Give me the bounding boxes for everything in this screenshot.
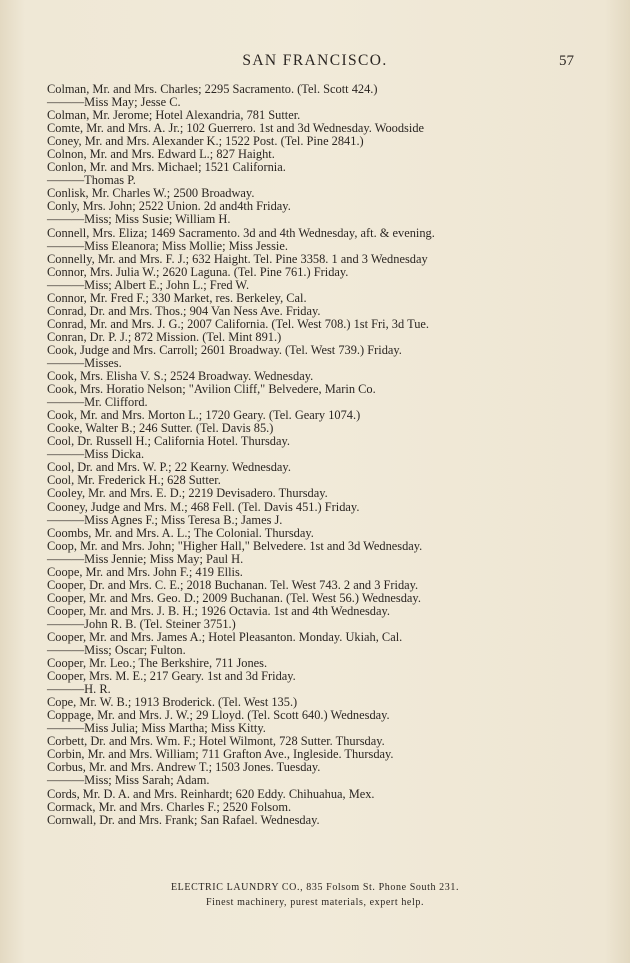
directory-entry: ———Miss; Miss Sarah; Adam. <box>47 773 210 788</box>
directory-entry: Cooper, Mr. and Mrs. J. B. H.; 1926 Octavia. 1st and 4th Wednesday. <box>47 603 390 618</box>
advertisement-line: ELECTRIC LAUNDRY CO., 835 Folsom St. Phone South 231. <box>170 882 460 893</box>
directory-entry: ———Miss; Oscar; Fulton. <box>47 643 186 658</box>
directory-entry: Cope, Mr. W. B.; 1913 Broderick. (Tel. West 135.) <box>47 695 298 710</box>
directory-entry: Cook, Mrs. Horatio Nelson; "Avilion Cliff," Belvedere, Marin Co. <box>47 382 376 397</box>
directory-entry: Corbett, Dr. and Mrs. Wm. F.; Hotel Wilmont, 728 Sutter. Thursday. <box>47 734 385 749</box>
directory-entry: Cormack, Mr. and Mrs. Charles F.; 2520 Folsom. <box>47 799 292 814</box>
directory-entry: Corbin, Mr. and Mrs. William; 711 Grafton Ave., Ingleside. Thursday. <box>47 747 394 762</box>
directory-entry: ———John R. B. (Tel. Steiner 3751.) <box>47 616 236 631</box>
directory-entry: Cooper, Mr. Leo.; The Berkshire, 711 Jones. <box>47 656 268 671</box>
directory-entry: Cooper, Dr. and Mrs. C. E.; 2018 Buchanan. Tel. West 743. 2 and 3 Friday. <box>47 577 419 592</box>
directory-entry: Connell, Mrs. Eliza; 1469 Sacramento. 3d and 4th Wednesday, aft. & evening. <box>47 225 435 240</box>
directory-entry: Cooke, Walter B.; 246 Sutter. (Tel. Davis 85.) <box>47 421 274 436</box>
directory-entry: Conrad, Dr. and Mrs. Thos.; 904 Van Ness Ave. Friday. <box>47 303 321 318</box>
directory-entry: ———Misses. <box>47 355 122 370</box>
directory-entry: Cords, Mr. D. A. and Mrs. Reinhardt; 620 Eddy. Chihuahua, Mex. <box>47 786 375 801</box>
directory-entry: Connor, Mrs. Julia W.; 2620 Laguna. (Tel. Pine 761.) Friday. <box>47 264 349 279</box>
page-number: 57 <box>559 53 574 69</box>
directory-entry: Connor, Mr. Fred F.; 330 Market, res. Berkeley, Cal. <box>47 290 307 305</box>
directory-entry: ———Mr. Clifford. <box>47 395 148 410</box>
directory-entry: Conlisk, Mr. Charles W.; 2500 Broadway. <box>47 186 255 201</box>
page-header <box>0 52 630 72</box>
directory-entry: Cornwall, Dr. and Mrs. Frank; San Rafael. Wednesday. <box>47 812 320 827</box>
directory-entry: ———Miss Dicka. <box>47 447 145 462</box>
directory-entry: ———Miss Jennie; Miss May; Paul H. <box>47 551 244 566</box>
directory-entry: ———Miss Julia; Miss Martha; Miss Kitty. <box>47 721 266 736</box>
directory-entry: Cook, Mr. and Mrs. Morton L.; 1720 Geary. (Tel. Geary 1074.) <box>47 408 361 423</box>
directory-entry: Cooper, Mrs. M. E.; 217 Geary. 1st and 3d Friday. <box>47 669 296 684</box>
directory-entry: Cool, Dr. and Mrs. W. P.; 22 Kearny. Wednesday. <box>47 460 291 475</box>
directory-entry: ———Miss; Miss Susie; William H. <box>47 212 231 227</box>
directory-entry: Cook, Mrs. Elisha V. S.; 2524 Broadway. Wednesday. <box>47 369 314 384</box>
directory-entry: Conrad, Mr. and Mrs. J. G.; 2007 California. (Tel. West 708.) 1st Fri, 3d Tue. <box>47 316 430 331</box>
directory-entry: Coppage, Mr. and Mrs. J. W.; 29 Lloyd. (Tel. Scott 640.) Wednesday. <box>47 708 390 723</box>
directory-entry: Corbus, Mr. and Mrs. Andrew T.; 1503 Jones. Tuesday. <box>47 760 321 775</box>
directory-entry: Conly, Mrs. John; 2522 Union. 2d and4th Friday. <box>47 199 291 214</box>
directory-entry: Colman, Mr. and Mrs. Charles; 2295 Sacramento. (Tel. Scott 424.) <box>47 82 378 96</box>
directory-entry: Coney, Mr. and Mrs. Alexander K.; 1522 Post. (Tel. Pine 2841.) <box>47 134 364 149</box>
directory-entries <box>47 83 607 827</box>
directory-entry: Cooper, Mr. and Mrs. James A.; Hotel Pleasanton. Monday. Ukiah, Cal. <box>47 629 403 644</box>
directory-entry: Conran, Dr. P. J.; 872 Mission. (Tel. Mint 891.) <box>47 329 282 344</box>
directory-entry: Coop, Mr. and Mrs. John; "Higher Hall," Belvedere. 1st and 3d Wednesday. <box>47 538 423 553</box>
directory-entry: ———Miss Agnes F.; Miss Teresa B.; James J. <box>47 512 283 527</box>
directory-entry: Colman, Mr. Jerome; Hotel Alexandria, 781 Sutter. <box>47 108 301 123</box>
directory-entry: Cooley, Mr. and Mrs. E. D.; 2219 Devisadero. Thursday. <box>47 486 328 501</box>
directory-entry: ———Thomas P. <box>47 173 136 188</box>
directory-entry: Coombs, Mr. and Mrs. A. L.; The Colonial. Thursday. <box>47 525 314 540</box>
directory-entry: Coope, Mr. and Mrs. John F.; 419 Ellis. <box>47 564 243 579</box>
directory-entry: Cool, Dr. Russell H.; California Hotel. Thursday. <box>47 434 290 449</box>
directory-entry: Cooney, Judge and Mrs. M.; 468 Fell. (Tel. Davis 451.) Friday. <box>47 499 360 514</box>
directory-entry: Cooper, Mr. and Mrs. Geo. D.; 2009 Buchanan. (Tel. West 56.) Wednesday. <box>47 590 421 605</box>
directory-entry: Colnon, Mr. and Mrs. Edward L.; 827 Haight. <box>47 147 275 162</box>
directory-entry: Cool, Mr. Frederick H.; 628 Sutter. <box>47 473 221 488</box>
directory-entry: Conlon, Mr. and Mrs. Michael; 1521 California. <box>47 160 286 175</box>
directory-entry: Comte, Mr. and Mrs. A. Jr.; 102 Guerrero. 1st and 3d Wednesday. Woodside <box>47 121 425 136</box>
advertisement-tagline: Finest machinery, purest materials, expert help. <box>205 897 425 908</box>
directory-entry: ———Miss May; Jesse C. <box>47 95 181 110</box>
advertisement-footer <box>0 880 630 910</box>
directory-entry: ———Miss Eleanora; Miss Mollie; Miss Jessie. <box>47 238 288 253</box>
directory-entry: Cook, Judge and Mrs. Carroll; 2601 Broadway. (Tel. West 739.) Friday. <box>47 342 402 357</box>
directory-entry: ———Miss; Albert E.; John L.; Fred W. <box>47 277 250 292</box>
running-head: SAN FRANCISCO. <box>242 52 388 69</box>
directory-entry: ———H. R. <box>47 682 111 697</box>
directory-entry: Connelly, Mr. and Mrs. F. J.; 632 Haight. Tel. Pine 3358. 1 and 3 Wednesday <box>47 251 428 266</box>
